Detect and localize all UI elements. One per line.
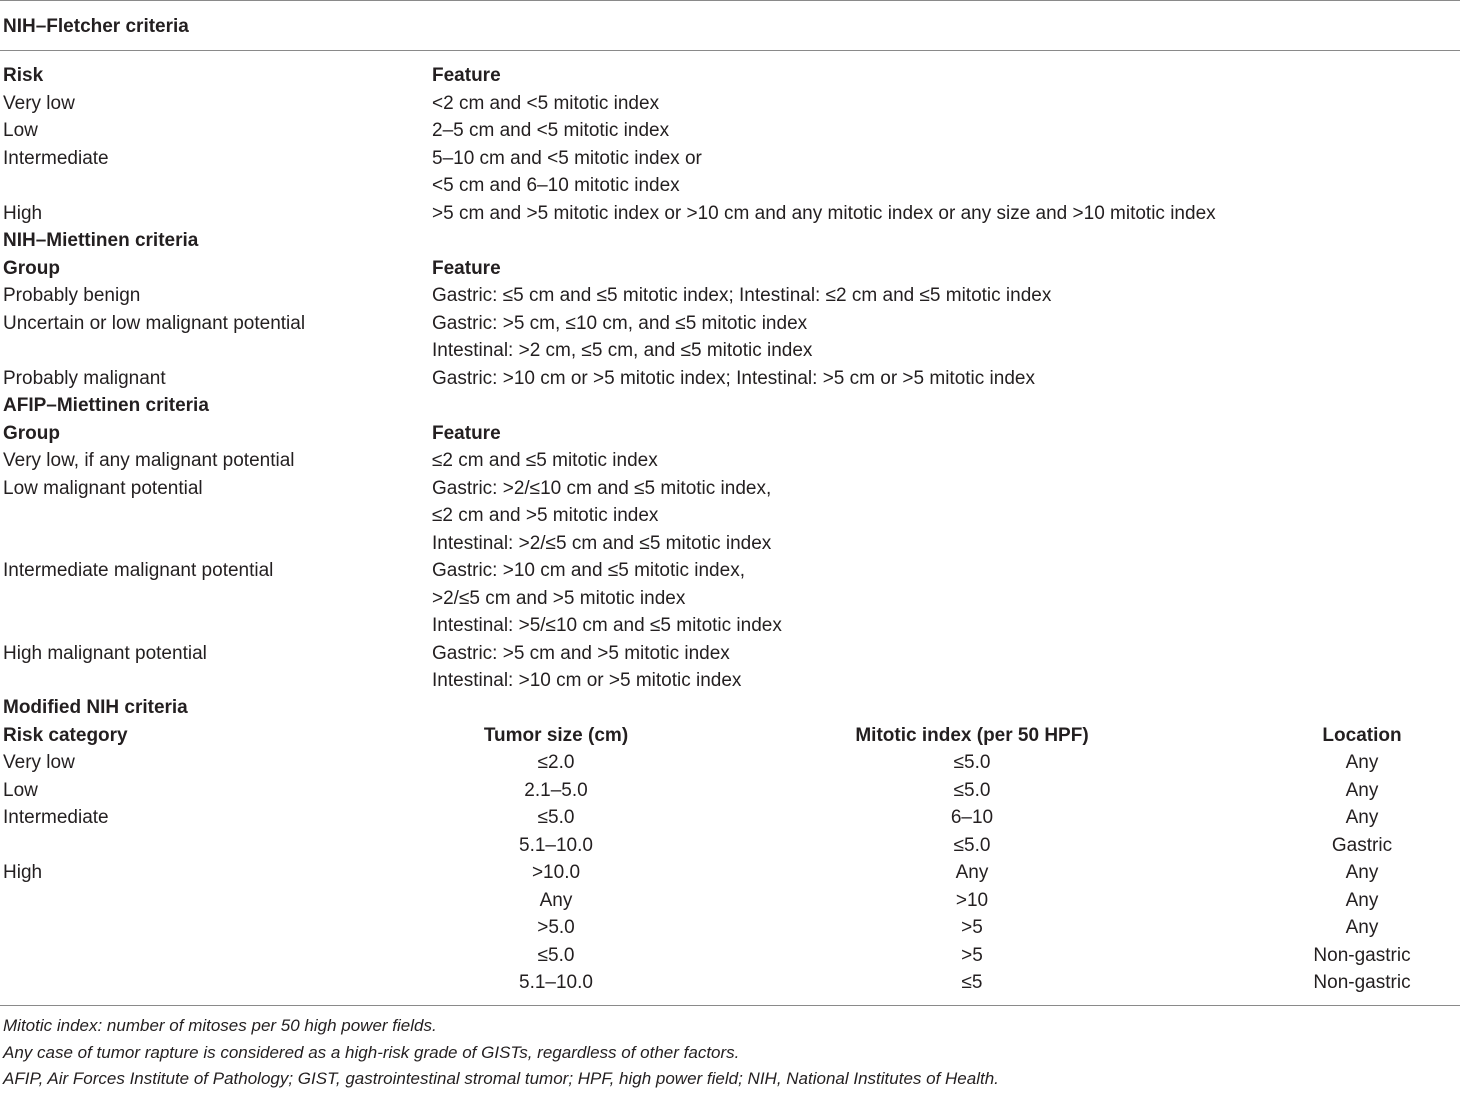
size-cell: 2.1–5.0 xyxy=(524,779,588,801)
mitotic-cell: >5 xyxy=(961,917,983,938)
location-cell: Gastric xyxy=(1331,834,1393,856)
risk-cell: High xyxy=(3,202,43,224)
feature-cell: Intestinal: >2/≤5 cm and ≤5 mitotic index xyxy=(432,532,772,554)
mitotic-cell: ≤5.0 xyxy=(953,752,991,773)
feature-cell: Intestinal: >5/≤10 cm and ≤5 mitotic index xyxy=(432,615,782,636)
location-cell: Non-gastric xyxy=(1313,944,1411,966)
section-title: AFIP–Miettinen criteria xyxy=(3,395,209,416)
size-cell: ≤5.0 xyxy=(537,807,575,828)
top-rule xyxy=(0,0,1460,1)
location-cell: Any xyxy=(1345,752,1379,773)
group-cell: High malignant potential xyxy=(3,642,207,664)
header-location: Location xyxy=(1322,724,1402,746)
footnote: Any case of tumor rapture is considered as a high-risk grade of GISTs, regardless of other factors. xyxy=(3,1042,740,1062)
table-row xyxy=(0,777,1460,805)
mitotic-cell: >10 xyxy=(955,889,989,911)
table-row xyxy=(0,612,1460,640)
footnote: Mitotic index: number of mitoses per 50 high power fields. xyxy=(3,1016,437,1035)
size-cell: >5.0 xyxy=(537,917,575,938)
table-row xyxy=(0,887,1460,915)
section-title: NIH–Miettinen criteria xyxy=(3,230,199,251)
table-row xyxy=(0,859,1460,887)
footnote: AFIP, Air Forces Institute of Pathology; GIST, gastrointestinal stromal tumor; HPF, high power field; NIH, National Institutes of Health. xyxy=(3,1069,999,1088)
nih-miettinen-section xyxy=(0,227,1460,392)
header-mitotic-index: Mitotic index (per 50 HPF) xyxy=(855,724,1089,746)
mitotic-cell: ≤5 xyxy=(961,972,983,993)
table-row xyxy=(0,502,1460,530)
bottom-rule xyxy=(0,1005,1460,1006)
table-row xyxy=(0,475,1460,503)
table-row xyxy=(0,914,1460,942)
modified-nih-header-row xyxy=(0,722,1460,750)
risk-cell: High xyxy=(3,862,43,883)
size-cell: Any xyxy=(539,889,573,911)
feature-cell: <2 cm and <5 mitotic index xyxy=(432,92,660,114)
header-feature: Feature xyxy=(432,422,501,444)
table-row xyxy=(0,117,1460,145)
header-group: Group xyxy=(3,257,60,279)
mitotic-cell: 6–10 xyxy=(950,807,994,828)
feature-cell: Gastric: >5 cm and >5 mitotic index xyxy=(432,642,730,664)
table-row xyxy=(0,145,1460,173)
table-row xyxy=(0,832,1460,860)
afip-miettinen-title xyxy=(0,392,1460,420)
group-cell: Low malignant potential xyxy=(3,477,203,499)
nih-miettinen-header-row xyxy=(0,255,1460,283)
table-row xyxy=(0,282,1460,310)
location-cell: Any xyxy=(1345,862,1379,883)
mitotic-cell: >5 xyxy=(961,944,983,966)
table-row xyxy=(0,310,1460,338)
feature-cell: Gastric: >10 cm and ≤5 mitotic index, xyxy=(432,560,745,581)
table-row xyxy=(0,942,1460,970)
feature-cell: Intestinal: >2 cm, ≤5 cm, and ≤5 mitotic index xyxy=(432,340,813,361)
risk-cell: Low xyxy=(3,779,38,801)
risk-cell: Very low xyxy=(3,92,75,114)
location-cell: Any xyxy=(1345,807,1379,828)
feature-cell: >5 cm and >5 mitotic index or >10 cm and any mitotic index or any size and >10 mitotic index xyxy=(432,202,1216,224)
risk-cell: Intermediate xyxy=(3,147,109,169)
feature-cell: ≤2 cm and ≤5 mitotic index xyxy=(432,450,658,471)
size-cell: ≤2.0 xyxy=(537,752,575,773)
afip-miettinen-section xyxy=(0,392,1460,695)
header-tumor-size: Tumor size (cm) xyxy=(483,724,629,746)
risk-cell: Very low xyxy=(3,752,75,773)
table-row xyxy=(0,365,1460,393)
mitotic-cell: Any xyxy=(955,862,989,883)
footnotes xyxy=(3,1013,1453,1093)
table-row xyxy=(0,530,1460,558)
table-row xyxy=(0,557,1460,585)
table-row xyxy=(0,667,1460,695)
section-title: Modified NIH criteria xyxy=(3,697,188,718)
location-cell: Non-gastric xyxy=(1313,972,1411,993)
location-cell: Any xyxy=(1345,779,1379,801)
risk-cell: Low xyxy=(3,120,38,141)
group-cell: Intermediate malignant potential xyxy=(3,560,274,581)
table-row xyxy=(0,447,1460,475)
feature-cell: Gastric: ≤5 cm and ≤5 mitotic index; Intestinal: ≤2 cm and ≤5 mitotic index xyxy=(432,285,1052,306)
table-row xyxy=(0,640,1460,668)
feature-cell: 2–5 cm and <5 mitotic index xyxy=(432,120,670,141)
nih-miettinen-title xyxy=(0,227,1460,255)
table-row xyxy=(0,585,1460,613)
table-row xyxy=(0,749,1460,777)
feature-cell: 5–10 cm and <5 mitotic index or xyxy=(432,147,702,169)
size-cell: 5.1–10.0 xyxy=(519,834,593,856)
table-row xyxy=(0,337,1460,365)
group-cell: Probably malignant xyxy=(3,367,166,389)
fletcher-section xyxy=(0,62,1460,227)
mitotic-cell: ≤5.0 xyxy=(953,834,991,856)
modified-nih-title xyxy=(0,694,1460,722)
modified-nih-section xyxy=(0,694,1460,997)
group-cell: Very low, if any malignant potential xyxy=(3,450,295,471)
risk-cell: Intermediate xyxy=(3,807,109,828)
fletcher-header-feature: Feature xyxy=(432,65,501,86)
size-cell: >10.0 xyxy=(531,862,581,883)
feature-cell: Gastric: >2/≤10 cm and ≤5 mitotic index, xyxy=(432,477,772,499)
table-row xyxy=(0,804,1460,832)
size-cell: ≤5.0 xyxy=(537,944,575,966)
afip-miettinen-header-row xyxy=(0,420,1460,448)
feature-cell: ≤2 cm and >5 mitotic index xyxy=(432,505,659,526)
table-title: NIH–Fletcher criteria xyxy=(3,16,189,37)
feature-cell: >2/≤5 cm and >5 mitotic index xyxy=(432,587,686,609)
fletcher-header-risk: Risk xyxy=(3,65,44,86)
feature-cell: <5 cm and 6–10 mitotic index xyxy=(432,175,680,196)
feature-cell: Gastric: >5 cm, ≤10 cm, and ≤5 mitotic index xyxy=(432,312,808,334)
feature-cell: Intestinal: >10 cm or >5 mitotic index xyxy=(432,670,742,691)
table-row xyxy=(0,200,1460,228)
table-row xyxy=(0,90,1460,118)
size-cell: 5.1–10.0 xyxy=(519,972,593,993)
header-risk-category: Risk category xyxy=(3,724,128,746)
table-row xyxy=(0,172,1460,200)
location-cell: Any xyxy=(1345,917,1379,938)
mitotic-cell: ≤5.0 xyxy=(953,779,991,801)
location-cell: Any xyxy=(1345,889,1379,911)
fletcher-header-row xyxy=(0,62,1460,90)
group-cell: Probably benign xyxy=(3,285,141,306)
group-cell: Uncertain or low malignant potential xyxy=(3,312,306,334)
table-row xyxy=(0,969,1460,997)
header-group: Group xyxy=(3,422,60,444)
feature-cell: Gastric: >10 cm or >5 mitotic index; Intestinal: >5 cm or >5 mitotic index xyxy=(432,367,1035,389)
header-rule xyxy=(0,50,1460,51)
header-feature: Feature xyxy=(432,257,501,279)
